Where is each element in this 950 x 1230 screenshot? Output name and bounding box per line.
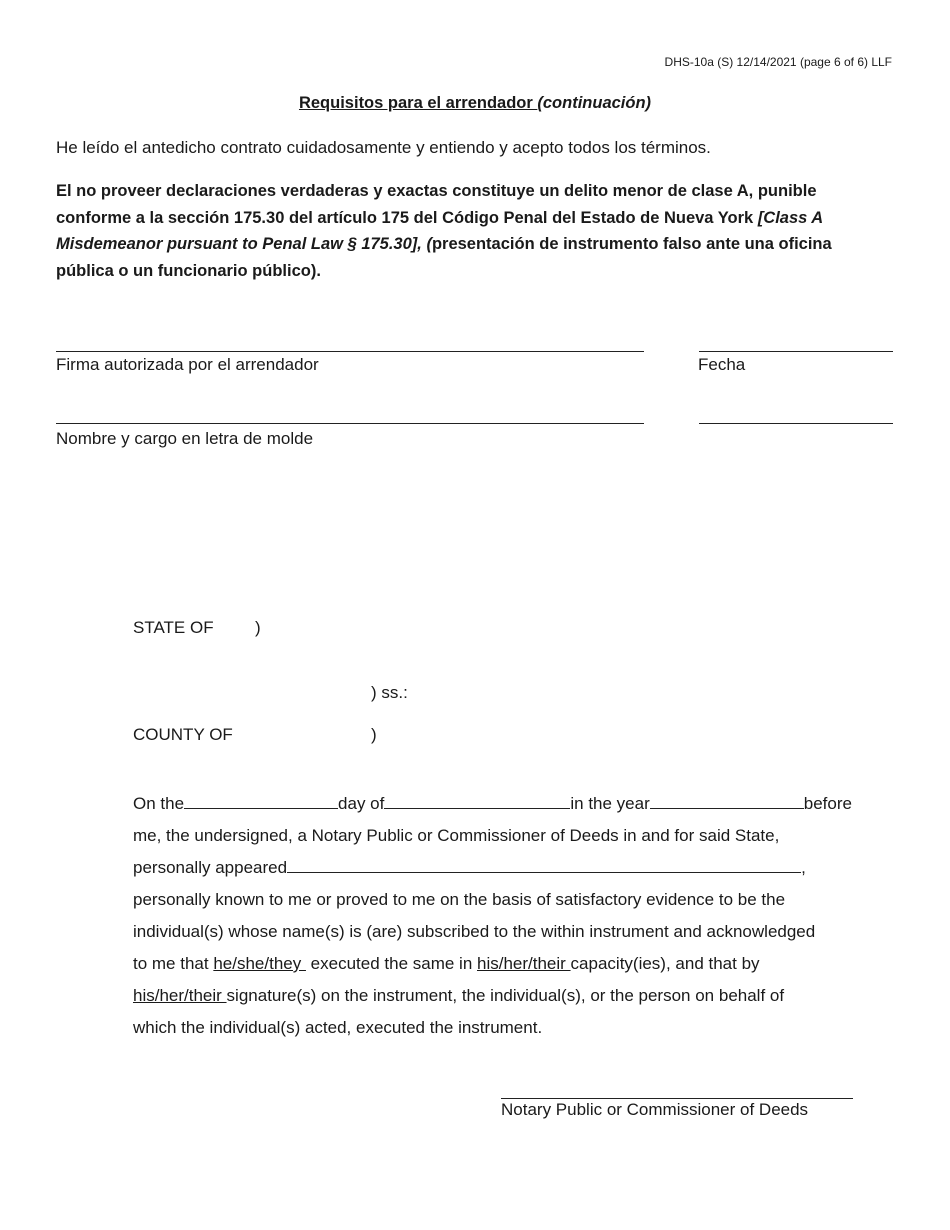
ack-line-4: personally known to me or proved to me on the basis of satisfactory evidence to be the	[133, 890, 786, 909]
ack-line-7	[133, 980, 893, 1012]
title-main: Requisitos para el arrendador	[298, 94, 538, 112]
year-blank[interactable]	[650, 788, 804, 809]
capacity-text: capacity(ies), and that by	[570, 954, 760, 973]
pronoun-he-she-they: he/she/they	[213, 954, 306, 973]
comma-text: ,	[801, 858, 806, 877]
warning-part3: presentación de instrumento falso ante una oficina pública o un funcionario público).	[56, 235, 832, 280]
misdemeanor-warning	[56, 178, 886, 284]
agreement-statement: He leído el antedicho contrato cuidadosamente y entiendo y acepto todos los términos.	[56, 138, 711, 157]
warning-part1: El no proveer declaraciones verdaderas y exactas constituye un delito menor de clase A, punible conforme a la sección 175.30 del artículo 175 del Código Penal del Estado de Nueva York	[56, 182, 817, 227]
printed-name-line[interactable]	[56, 423, 644, 424]
title-suffix: (continuación)	[537, 94, 652, 112]
ack-line-1	[133, 788, 893, 820]
day-of-text: day of	[338, 794, 385, 813]
signature-label: Firma autorizada por el arrendador	[56, 355, 319, 374]
pronoun-his-her-their-1: his/her/their	[477, 954, 571, 973]
ss-label: ) ss.:	[371, 683, 408, 702]
warning-part2: [Class A Misdemeanor pursuant to Penal Law § 175.30], (	[56, 208, 823, 253]
month-blank[interactable]	[384, 788, 570, 809]
state-paren: )	[255, 618, 261, 637]
personally-appeared-text: personally appeared	[133, 858, 288, 877]
ack-line-8: which the individual(s) acted, executed the instrument.	[133, 1018, 543, 1037]
state-of-label: STATE OF	[133, 618, 214, 637]
on-the-text: On the	[133, 794, 185, 813]
appeared-name-blank[interactable]	[287, 852, 801, 873]
date-line[interactable]	[699, 351, 893, 352]
signature-on-instrument-text: signature(s) on the instrument, the individual(s), or the person on behalf of	[226, 986, 785, 1005]
county-of-label: COUNTY OF	[133, 725, 233, 744]
notary-signature-line[interactable]	[501, 1098, 853, 1099]
ack-line-3	[133, 852, 893, 884]
county-paren: )	[371, 725, 377, 744]
pronoun-his-her-their-2: his/her/their	[133, 986, 227, 1005]
in-the-year-text: in the year	[570, 794, 650, 813]
ack-line-2: me, the undersigned, a Notary Public or Commissioner of Deeds in and for said State,	[133, 826, 780, 845]
to-me-that-text: to me that	[133, 954, 214, 973]
page-title	[0, 94, 950, 113]
signature-line[interactable]	[56, 351, 644, 352]
form-code: DHS-10a (S) 12/14/2021 (page 6 of 6) LLF	[664, 55, 892, 69]
date-label: Fecha	[698, 355, 746, 374]
second-date-line[interactable]	[699, 423, 893, 424]
before-text: before	[803, 794, 852, 813]
notary-signature-label: Notary Public or Commissioner of Deeds	[501, 1100, 809, 1119]
printed-name-label: Nombre y cargo en letra de molde	[56, 429, 314, 448]
ack-line-6	[133, 948, 893, 980]
executed-same-text: executed the same in	[305, 954, 477, 973]
day-blank[interactable]	[184, 788, 338, 809]
ack-line-5: individual(s) whose name(s) is (are) subscribed to the within instrument and acknowledged	[133, 922, 816, 941]
acknowledgment-paragraph	[133, 788, 893, 1044]
